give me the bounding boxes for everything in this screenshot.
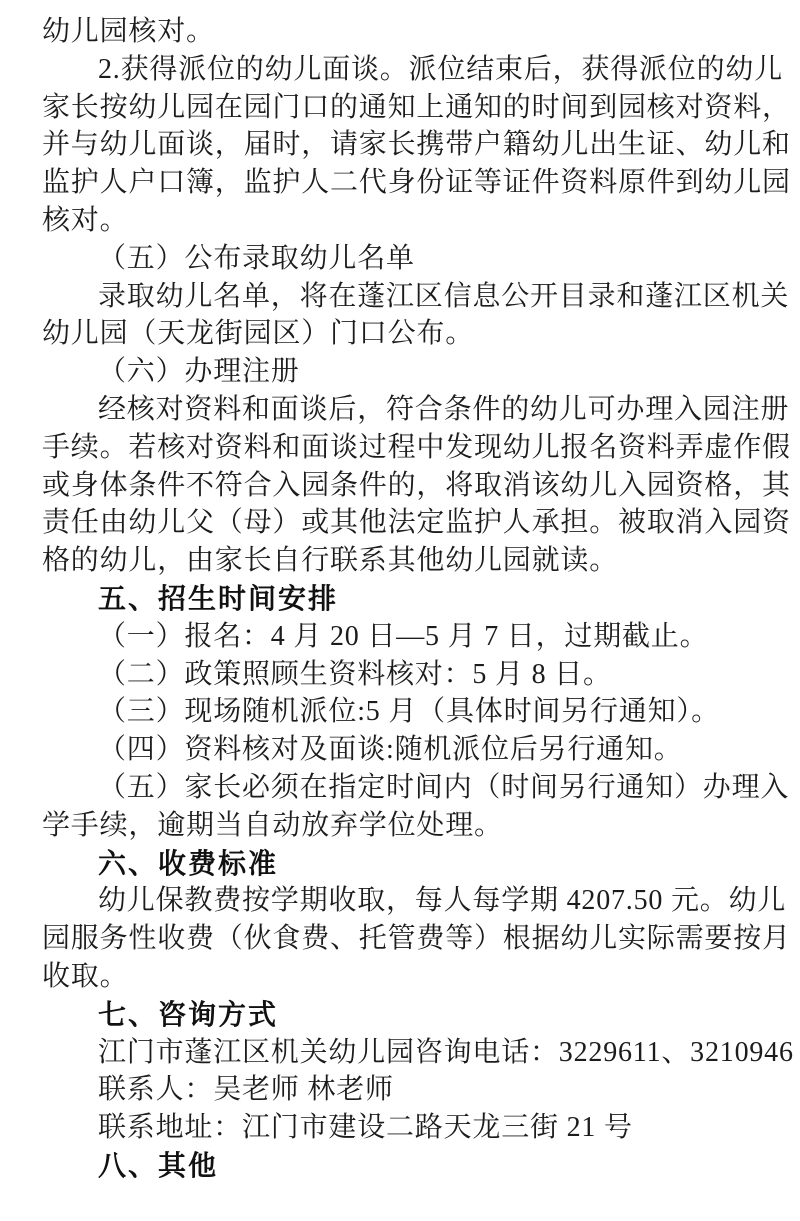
- doc-line: 格的幼儿，由家长自行联系其他幼儿园就读。: [42, 545, 619, 577]
- doc-line: 并与幼儿面谈，届时，请家长携带户籍幼儿出生证、幼儿和: [42, 129, 791, 161]
- contact-address-line: 联系地址：江门市建设二路天龙三街 21 号: [98, 1112, 633, 1144]
- section-heading-schedule: 五、招生时间安排: [98, 582, 339, 614]
- doc-line: 2.获得派位的幼儿面谈。派位结束后，获得派位的幼儿: [98, 53, 784, 85]
- schedule-item-policy-check: （二）政策照顾生资料核对：5 月 8 日。: [98, 658, 612, 690]
- doc-line: 学手续，逾期当自动放弃学位处理。: [42, 809, 503, 841]
- section-heading-other: 八、其他: [98, 1149, 219, 1181]
- doc-line: 责任由幼儿父（母）或其他法定监护人承担。被取消入园资: [42, 507, 791, 539]
- doc-line: 录取幼儿名单，将在蓬江区信息公开目录和蓬江区机关: [98, 280, 790, 312]
- doc-line: 幼儿园核对。: [42, 16, 215, 47]
- doc-line: 手续。若核对资料和面谈过程中发现幼儿报名资料弄虚作假: [42, 431, 791, 463]
- schedule-item-enrollment-deadline: （五）家长必须在指定时间内（时间另行通知）办理入: [98, 771, 790, 803]
- contact-phone-line: 江门市蓬江区机关幼儿园咨询电话：3229611、3210946: [98, 1036, 794, 1068]
- doc-line: 监护人户口簿，监护人二代身份证等证件资料原件到幼儿园: [42, 167, 791, 199]
- subsection-heading-publish-list: （五）公布录取幼儿名单: [98, 242, 415, 274]
- doc-line: 园服务性收费（伙食费、托管费等）根据幼儿实际需要按月: [42, 923, 791, 955]
- contact-person-line: 联系人：吴老师 林老师: [98, 1074, 394, 1106]
- subsection-heading-registration: （六）办理注册: [98, 356, 300, 388]
- doc-line: 幼儿保教费按学期收取，每人每学期 4207.50 元。幼儿: [98, 885, 787, 917]
- doc-line: 经核对资料和面谈后，符合条件的幼儿可办理入园注册: [98, 393, 790, 425]
- schedule-item-material-interview: （四）资料核对及面谈:随机派位后另行通知。: [98, 734, 683, 766]
- section-heading-fees: 六、收费标准: [98, 847, 279, 879]
- schedule-item-random-allocation: （三）现场随机派位:5 月（具体时间另行通知）。: [98, 696, 720, 728]
- doc-line: 家长按幼儿园在园门口的通知上通知的时间到园核对资料，: [42, 91, 791, 123]
- schedule-item-signup: （一）报名：4 月 20 日—5 月 7 日，过期截止。: [98, 620, 709, 652]
- section-heading-contact: 七、咨询方式: [98, 998, 279, 1030]
- doc-line: 核对。: [42, 204, 129, 236]
- doc-line: 幼儿园（天龙街园区）门口公布。: [42, 318, 475, 350]
- doc-line: 或身体条件不符合入园条件的，将取消该幼儿入园资格，其: [42, 469, 791, 501]
- doc-line: 收取。: [42, 960, 129, 992]
